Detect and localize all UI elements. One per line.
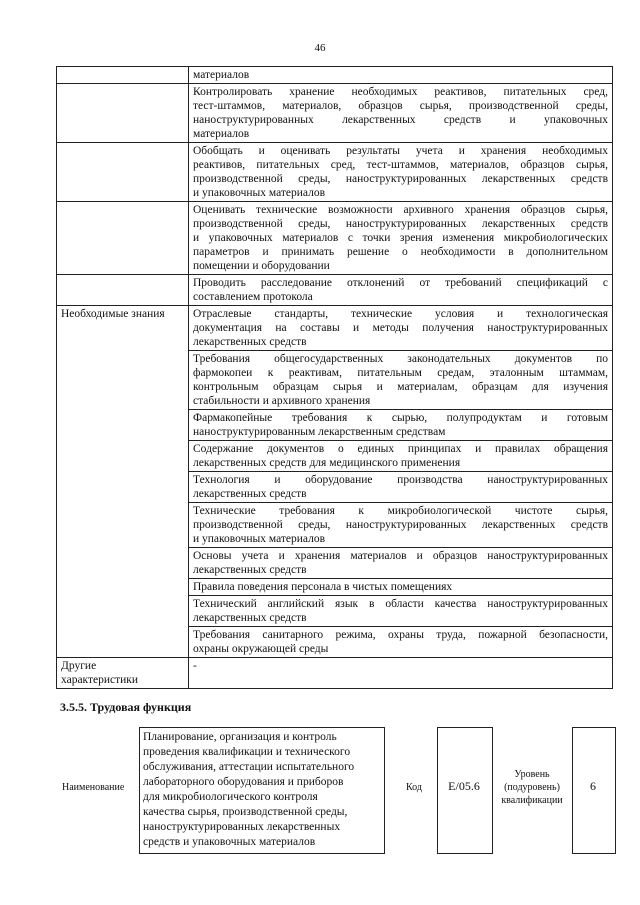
text-line: материалов	[193, 69, 250, 81]
table-row	[57, 275, 613, 306]
text-line: документация на составы и методы получения наноструктурированных	[193, 322, 608, 334]
text-line: Проводить расследование отклонений от требований спецификаций с	[193, 277, 608, 289]
text-line: Требования общегосударственных законодательных документов по	[193, 353, 608, 365]
text-line: Планирование, организация и контроль	[143, 731, 337, 743]
text-line: для микробиологического контроля	[143, 791, 318, 803]
row-label	[57, 67, 189, 84]
text-line: Другие	[61, 660, 97, 672]
text-line: проведения квалификации и технического	[143, 746, 351, 758]
row-label: Необходимые знания	[57, 306, 189, 658]
text-line: производственной среды, наноструктурированных лекарственных средств	[193, 218, 608, 230]
text-line: производственной среды, наноструктурированных лекарственных средств	[193, 173, 608, 185]
text-line: средств и упаковочных материалов	[143, 836, 316, 848]
text-line: Технический английский язык в области качества наноструктурированных	[193, 598, 608, 610]
row-label	[57, 275, 189, 306]
row-content	[189, 503, 613, 548]
text-line: лекарственных средств для медицинского применения	[193, 457, 461, 469]
table-row	[57, 306, 613, 351]
text-line: параметров и принимать решение о необходимости в дополнительном	[193, 246, 608, 258]
table-row	[57, 658, 613, 689]
table-row	[57, 202, 613, 275]
name-label: Наименование	[62, 782, 125, 793]
text-line: составлением протокола	[193, 291, 313, 303]
text-line: реактивов, питательных сред, тест-штаммов, материалов, образцов сырья,	[193, 159, 608, 171]
row-content	[189, 579, 613, 596]
code-label: Код	[406, 782, 422, 793]
text-line: Технические требования к микробиологической чистоте сырья,	[193, 505, 608, 517]
row-content	[189, 275, 613, 306]
row-content	[189, 441, 613, 472]
text-line: производственной среды, наноструктурированных лекарственных средств	[193, 519, 608, 531]
row-label	[57, 202, 189, 275]
text-line: Оценивать технические возможности архивного хранения образцов сырья,	[193, 204, 608, 216]
row-content	[189, 596, 613, 627]
text-line: контрольным образцам сырья и материалам, образцам для изучения	[193, 381, 608, 393]
table-row	[57, 84, 613, 143]
page-number: 46	[314, 42, 326, 54]
text-line: Уровень	[514, 769, 550, 780]
text-line: Требования санитарного режима, охраны труда, пожарной безопасности,	[193, 629, 608, 641]
text-line: качества сырья, производственной среды,	[143, 806, 348, 818]
row-content	[189, 627, 613, 658]
text-line: и упаковочных материалов	[193, 187, 326, 199]
text-line: квалификации	[501, 795, 563, 806]
row-content	[189, 84, 613, 143]
function-name	[143, 730, 354, 850]
qualification-level-label	[498, 768, 566, 807]
text-line: наноструктурированным лекарственным средствам	[193, 426, 446, 438]
text-line: лабораторного оборудования и приборов	[143, 776, 344, 788]
table-row	[57, 143, 613, 202]
text-line: Основы учета и хранения материалов и образцов наноструктурированных	[193, 550, 608, 562]
row-content: -	[189, 658, 613, 689]
text-line: Отраслевые стандарты, технические условия и технологическая	[193, 308, 608, 320]
text-line: материалов	[193, 128, 250, 140]
code-value: E/05.6	[448, 779, 480, 793]
text-line: Правила поведения персонала в чистых помещениях	[193, 581, 453, 593]
text-line: Обобщать и оценивать результаты учета и хранения необходимых	[193, 145, 608, 157]
text-line: обслуживания, аттестации испытательного	[143, 761, 355, 773]
text-line: Содержание документов о единых принципах и правилах обращения	[193, 443, 608, 455]
row-content	[189, 548, 613, 579]
text-line: Технология и оборудование производства наноструктурированных	[193, 474, 608, 486]
row-content	[189, 410, 613, 441]
text-line: охраны окружающей среды	[193, 643, 329, 655]
text-line: Контролировать хранение необходимых реактивов, питательных сред,	[193, 86, 608, 98]
text-line: наноструктурированных лекарственных средств и упаковочных	[193, 114, 608, 126]
text-line: (подуровень)	[504, 782, 560, 793]
row-content	[189, 306, 613, 351]
text-line: лекарственных средств	[193, 488, 307, 500]
text-line: и упаковочных материалов	[193, 533, 326, 545]
text-line: и упаковочных материалов с точки зрения изменения микробиологических	[193, 232, 608, 244]
text-line: лекарственных средств	[193, 336, 307, 348]
text-line: Фармакопейные требования к сырью, полупродуктам и готовым	[193, 412, 608, 424]
text-line: стабильности и архивного хранения	[193, 395, 371, 407]
text-line: наноструктурированных лекарственных	[143, 821, 341, 833]
row-content	[189, 472, 613, 503]
table-row	[57, 67, 613, 84]
row-content	[189, 143, 613, 202]
text-line: фармокопеи к реактивам, питательным средам, эталонным штаммам,	[193, 367, 608, 379]
text-line: лекарственных средств	[193, 564, 307, 576]
qualification-level-value: 6	[590, 779, 596, 793]
text-line: помещении и оборудовании	[193, 260, 330, 272]
text-line: тест-штаммов, материалов, образцов сырья, производственной среды,	[193, 100, 608, 112]
row-content	[189, 351, 613, 410]
row-label	[57, 143, 189, 202]
text-line: характеристики	[61, 674, 139, 686]
requirements-table	[56, 66, 613, 689]
row-content	[189, 202, 613, 275]
text-line: лекарственных средств	[193, 612, 307, 624]
row-label	[57, 84, 189, 143]
row-content	[189, 67, 613, 84]
row-label	[57, 658, 189, 689]
section-heading: 3.5.5. Трудовая функция	[60, 700, 192, 714]
